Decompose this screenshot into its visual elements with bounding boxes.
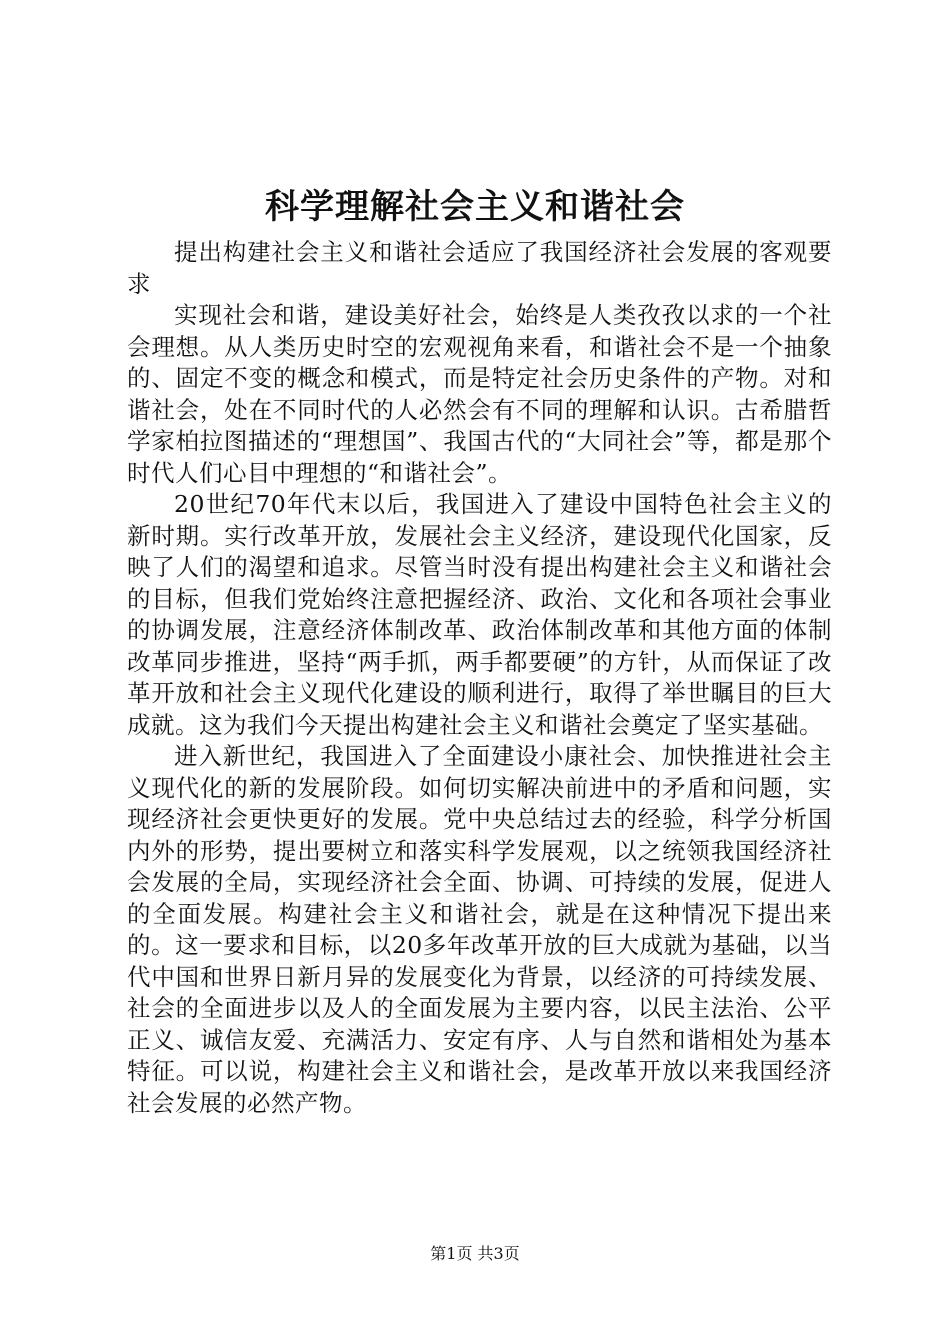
paragraph: 进入新世纪，我国进入了全面建设小康社会、加快推进社会主义现代化的新的发展阶段。如何切实解决前进中的矛盾和问题，实现经济社会更快更好的发展。党中央总结过去的经验，科学分析国内外的形势，提出要树立和落实科学发展观，以之统领我国经济社会发展的全局，实现经济社会全面、协调、可持续的发展，促进人的全面发展。构建社会主义和谐社会，就是在这种情况下提出来的。这一要求和目标，以20多年改革开放的巨大成就为基础，以当代中国和世界日新月异的发展变化为背景，以经济的可持续发展、社会的全面进步以及人的全面发展为主要内容，以民主法治、公平正义、诚信友爱、充满活力、安定有序、人与自然和谐相处为基本特征。可以说，构建社会主义和谐社会，是改革开放以来我国经济社会发展的必然产物。 [127,742,832,1117]
document-body [127,237,832,1119]
paragraph: 实现社会和谐，建设美好社会，始终是人类孜孜以求的一个社会理想。从人类历史时空的宏观视角来看，和谐社会不是一个抽象的、固定不变的概念和模式，而是特定社会历史条件的产物。对和谐社会，处在不同时代的人必然会有不同的理解和认识。古希腊哲学家柏拉图描述的“理想国”、我国古代的“大同社会”等，都是那个时代人们心目中理想的“和谐社会”。 [127,301,832,487]
page-number-footer: 第1页 共3页 [430,1244,520,1263]
paragraph: 20世纪70年代末以后，我国进入了建设中国特色社会主义的新时期。实行改革开放，发展社会主义经济，建设现代化国家，反映了人们的渴望和追求。尽管当时没有提出构建社会主义和谐社会的目标，但我们党始终注意把握经济、政治、文化和各项社会事业的协调发展，注意经济体制改革、政治体制改革和其他方面的体制改革同步推进，坚持“两手抓，两手都要硬”的方针，从而保证了改革开放和社会主义现代化建设的顺利进行，取得了举世瞩目的巨大成就。这为我们今天提出构建社会主义和谐社会奠定了坚实基础。 [127,490,832,739]
document-title: 科学理解社会主义和谐社会 [265,187,685,227]
paragraph-heading: 提出构建社会主义和谐社会适应了我国经济社会发展的客观要求 [127,238,832,298]
